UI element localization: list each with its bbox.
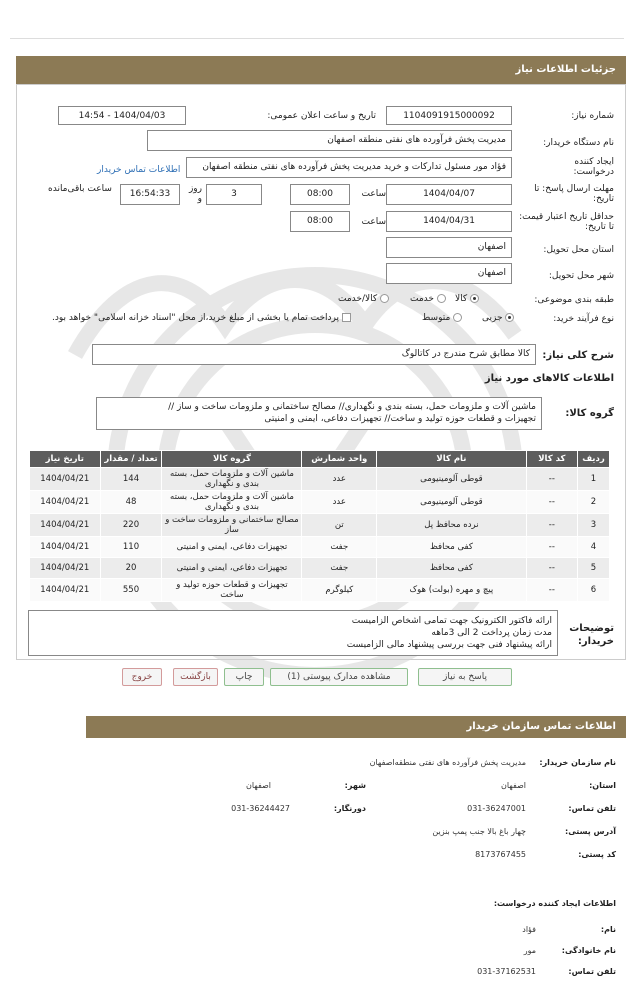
category-service-label: خدمت	[410, 294, 434, 304]
table-cell: --	[526, 514, 577, 537]
province-label: استان محل تحویل:	[543, 245, 614, 255]
buyer-notes-label: توضیحات خریدار:	[569, 623, 614, 647]
payment-note-text: پرداخت تمام یا بخشی از مبلغ خرید،از محل "اسناد خزانه اسلامی" خواهد بود.	[52, 313, 340, 323]
table-cell: عدد	[302, 491, 377, 514]
col-header: گروه کالا	[162, 451, 302, 468]
summary-label: شرح کلی نیاز:	[542, 350, 614, 361]
table-cell: کفی محافظ	[377, 537, 527, 558]
table-cell: 1404/04/21	[30, 537, 101, 558]
contact-city-value: اصفهان	[245, 781, 271, 790]
table-cell: نرده محافظ پل	[377, 514, 527, 537]
col-header: تاریخ نیاز	[30, 451, 101, 468]
creator-field: فؤاد مور مسئول تدارکات و خرید مدیریت پخش فرآورده های نفتی منطقه اصفهان	[186, 157, 512, 178]
contact-fax-value: 031-36244427	[231, 804, 290, 813]
col-header: نام کالا	[377, 451, 527, 468]
table-cell: 110	[100, 537, 162, 558]
summary-field: کالا مطابق شرح مندرج در کاتالوگ	[92, 344, 536, 365]
creator-info-title: اطلاعات ایجاد کننده درخواست:	[493, 899, 616, 908]
table-cell: 144	[100, 468, 162, 491]
buyer-notes-field	[28, 610, 558, 656]
city-label: شهر محل تحویل:	[548, 271, 614, 281]
contact-postal-label: کد پستی:	[578, 850, 616, 859]
creator-name-label: نام:	[600, 925, 616, 934]
reply-deadline-label: مهلت ارسال پاسخ: تا تاریخ:	[534, 184, 614, 204]
contact-province-value: اصفهان	[500, 781, 526, 790]
page-title-bar	[16, 56, 626, 84]
payment-note[interactable]	[52, 313, 351, 323]
table-cell: مصالح ساختمانی و ملزومات ساخت و ساز	[162, 514, 302, 537]
need-number-label: شماره نیاز:	[571, 111, 614, 121]
contact-title-bar	[86, 716, 626, 738]
creator-name-value: فؤاد	[522, 925, 536, 934]
table-row	[30, 514, 610, 537]
category-goods-service-label: کالا/خدمت	[338, 294, 378, 304]
reply-button[interactable]: پاسخ به نیاز	[418, 668, 512, 686]
table-cell: تجهیزات و قطعات حوزه تولید و ساخت	[162, 579, 302, 602]
process-partial-label: جزیی	[482, 313, 503, 323]
table-cell: تن	[302, 514, 377, 537]
validity-label: حداقل تاریخ اعتبار قیمت: تا تاریخ:	[519, 212, 614, 232]
goods-group-field	[96, 397, 542, 430]
process-medium-option[interactable]	[422, 313, 462, 323]
col-header: تعداد / مقدار	[100, 451, 162, 468]
table-cell: قوطی آلومینیومی	[377, 491, 527, 514]
table-cell: قوطی آلومینیومی	[377, 468, 527, 491]
contact-postal-value: 8173767455	[475, 850, 526, 859]
col-header: ردیف	[577, 451, 609, 468]
radio-icon[interactable]	[453, 313, 462, 322]
table-cell: --	[526, 579, 577, 602]
col-header: کد کالا	[526, 451, 577, 468]
table-cell: --	[526, 491, 577, 514]
attachments-button[interactable]: مشاهده مدارک پیوستی (1)	[270, 668, 408, 686]
process-partial-option[interactable]	[482, 313, 514, 323]
creator-label: ایجاد کننده درخواست:	[573, 157, 614, 177]
table-cell: جفت	[302, 558, 377, 579]
table-cell: --	[526, 537, 577, 558]
announce-field: 1404/04/03 - 14:54	[58, 106, 186, 125]
back-button[interactable]: بازگشت	[173, 668, 218, 686]
table-cell: 550	[100, 579, 162, 602]
category-service-option[interactable]	[410, 294, 446, 304]
table-cell: 1404/04/21	[30, 579, 101, 602]
table-cell: 1	[577, 468, 609, 491]
creator-phone-label: تلفن تماس:	[568, 967, 616, 976]
creator-family-value: مور	[523, 946, 536, 955]
table-cell: 1404/04/21	[30, 558, 101, 579]
goods-group-label: گروه کالا:	[565, 408, 614, 419]
city-field: اصفهان	[386, 263, 512, 284]
buyer-note-line: ارائه فاکتور الکترونیک جهت تمامی اشخاص الزامیست	[351, 616, 552, 626]
table-cell: عدد	[302, 468, 377, 491]
table-cell: 1404/04/21	[30, 468, 101, 491]
category-goods-option[interactable]	[455, 294, 479, 304]
reply-time-field: 08:00	[290, 184, 350, 205]
table-row	[30, 491, 610, 514]
days-label: روز و	[188, 184, 202, 204]
table-cell: تجهیزات دفاعی، ایمنی و امنیتی	[162, 558, 302, 579]
process-label: نوع فرآیند خرید:	[553, 314, 614, 324]
radio-selected-icon[interactable]	[470, 294, 479, 303]
contact-phone-label: تلفن تماس:	[568, 804, 616, 813]
col-header: واحد شمارش	[302, 451, 377, 468]
need-number-field: 1104091915000092	[386, 106, 512, 125]
buyer-org-label: نام دستگاه خریدار:	[543, 138, 614, 148]
creator-family-label: نام خانوادگی:	[561, 946, 616, 955]
contact-panel	[86, 738, 626, 990]
remaining-label: ساعت باقی‌مانده	[48, 184, 112, 194]
reply-date-field: 1404/04/07	[386, 184, 512, 205]
table-cell: کفی محافظ	[377, 558, 527, 579]
reply-time-label: ساعت	[361, 189, 386, 199]
table-cell: پیچ و مهره (بولت) هوک	[377, 579, 527, 602]
checkbox-icon[interactable]	[342, 313, 351, 322]
contact-phone-value: 031-36247001	[467, 804, 526, 813]
contact-address-label: آدرس پستی:	[565, 827, 616, 836]
table-cell: 48	[100, 491, 162, 514]
table-cell: --	[526, 468, 577, 491]
validity-date-field: 1404/04/31	[386, 211, 512, 232]
goods-info-title: اطلاعات کالاهای مورد نیاز	[484, 373, 614, 384]
items-table-body	[30, 468, 610, 602]
contact-org-label: نام سازمان خریدار:	[539, 758, 616, 767]
page-title: جزئیات اطلاعات نیاز	[515, 64, 616, 75]
table-cell: 2	[577, 491, 609, 514]
contact-org-value: مدیریت پخش فرآورده های نفتی منطقه‌اصفهان	[369, 758, 526, 767]
process-medium-label: متوسط	[422, 313, 451, 323]
top-divider	[10, 38, 624, 39]
province-field: اصفهان	[386, 237, 512, 258]
radio-icon[interactable]	[380, 294, 389, 303]
print-button[interactable]: چاپ	[224, 668, 264, 686]
validity-time-label: ساعت	[361, 217, 386, 227]
buyer-org-field: مدیریت پخش فرآورده های نفتی منطقه اصفهان	[147, 130, 512, 151]
table-header-row	[30, 451, 610, 468]
table-cell: 3	[577, 514, 609, 537]
contact-fax-label: دورنگار:	[333, 804, 366, 813]
contact-province-label: استان:	[589, 781, 616, 790]
table-cell: 4	[577, 537, 609, 558]
table-row	[30, 468, 610, 491]
table-cell: 6	[577, 579, 609, 602]
table-row	[30, 537, 610, 558]
table-row	[30, 579, 610, 602]
contact-city-label: شهر:	[344, 781, 366, 790]
table-cell: جفت	[302, 537, 377, 558]
radio-icon[interactable]	[437, 294, 446, 303]
items-table	[29, 450, 610, 602]
table-row	[30, 558, 610, 579]
table-cell: ماشین آلات و ملزومات حمل، بسته بندی و نگهداری	[162, 491, 302, 514]
buyer-contact-link[interactable]: اطلاعات تماس خریدار	[97, 165, 181, 175]
announce-label: تاریخ و ساعت اعلان عمومی:	[267, 111, 376, 121]
table-cell: ماشین آلات و ملزومات حمل، بسته بندی و نگهداری	[162, 468, 302, 491]
table-cell: --	[526, 558, 577, 579]
goods-group-line: تجهیزات و قطعات حوزه تولید و ساخت// تجهیزات دفاعی، ایمنی و امنیتی	[264, 414, 536, 424]
days-field: 3	[206, 184, 262, 205]
remaining-time-field: 16:54:33	[120, 184, 180, 205]
goods-group-line: ماشین آلات و ملزومات حمل، بسته بندی و نگهداری// مصالح ساختمانی و ملزومات ساخت و ساز //	[168, 402, 536, 412]
table-cell: 220	[100, 514, 162, 537]
validity-time-field: 08:00	[290, 211, 350, 232]
table-cell: 20	[100, 558, 162, 579]
exit-button[interactable]: خروج	[122, 668, 162, 686]
category-goods-label: کالا	[455, 294, 468, 304]
category-goods-service-option[interactable]	[338, 294, 389, 304]
table-cell: کیلوگرم	[302, 579, 377, 602]
table-cell: 5	[577, 558, 609, 579]
contact-title: اطلاعات تماس سازمان خریدار	[466, 721, 616, 732]
radio-selected-icon[interactable]	[505, 313, 514, 322]
buyer-note-line: مدت زمان پرداخت 2 الی 3ماهه	[431, 628, 552, 638]
category-label: طبقه بندی موضوعی:	[534, 295, 614, 305]
table-cell: 1404/04/21	[30, 514, 101, 537]
table-cell: 1404/04/21	[30, 491, 101, 514]
buyer-note-line: ارائه پیشنهاد فنی جهت بررسی پیشنهاد مالی الزامیست	[346, 640, 552, 650]
table-cell: تجهیزات دفاعی، ایمنی و امنیتی	[162, 537, 302, 558]
creator-phone-value: 031-37162531	[477, 967, 536, 976]
contact-address-value: چهار باغ بالا جنب پمپ بنزین	[432, 827, 526, 836]
